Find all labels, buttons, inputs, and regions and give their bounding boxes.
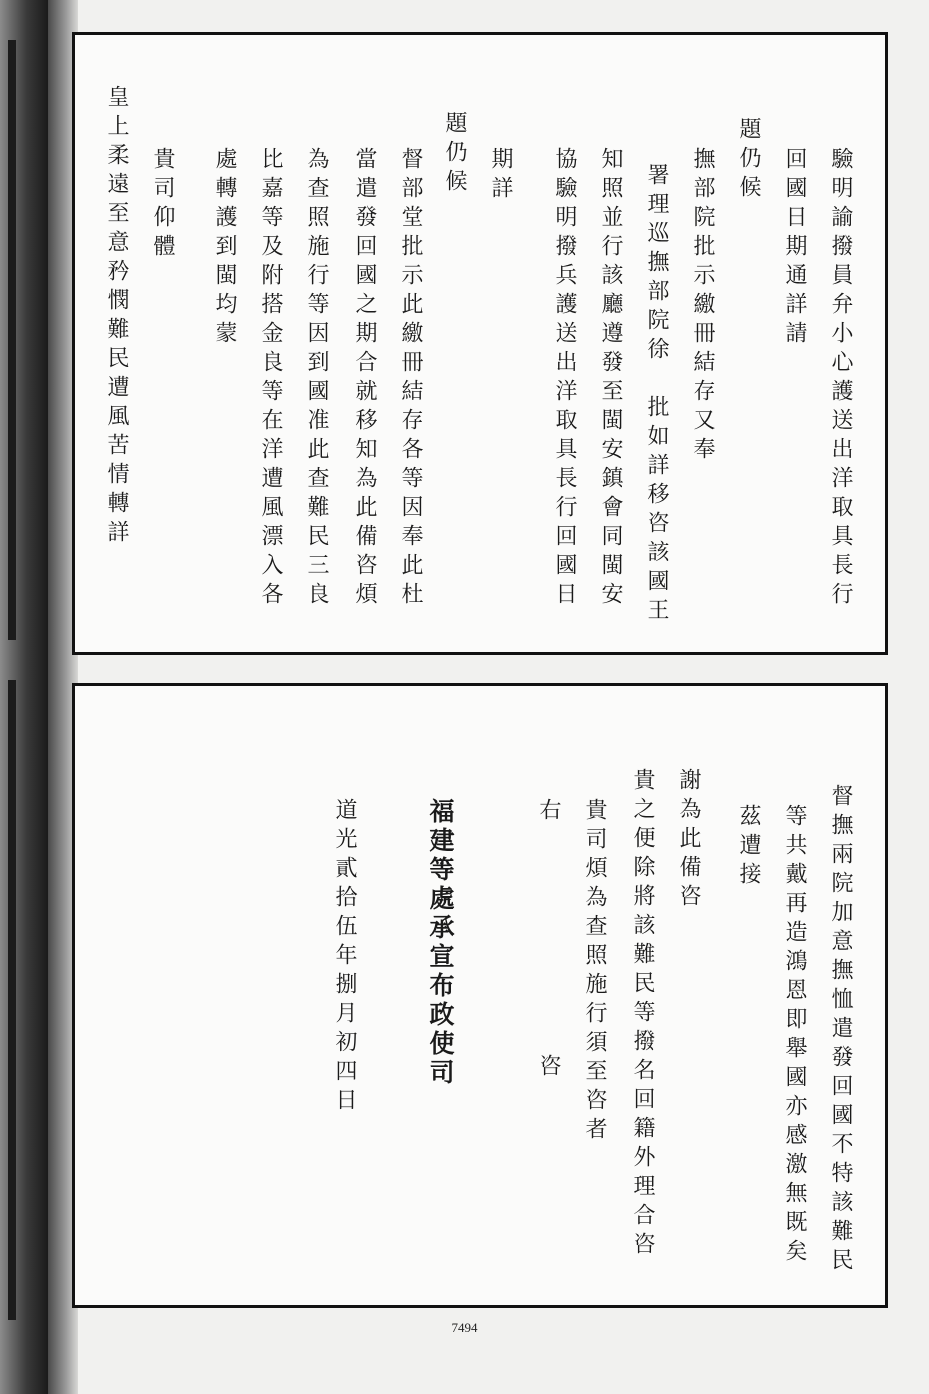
text-column: 貴司仰體	[150, 147, 175, 263]
text-column: 題仍候	[736, 117, 761, 204]
text-column: 題仍候	[442, 111, 467, 198]
text-column: 皇上柔遠至意矜憫難民遭風苦情轉詳	[104, 85, 129, 549]
text-column: 謝為此備咨	[676, 768, 701, 913]
text-column: 處轉護到閩均蒙	[212, 147, 237, 350]
page-number: 7494	[451, 1320, 478, 1335]
text-column: 咨	[536, 1054, 561, 1083]
text-column: 督撫兩院加意撫恤遣發回國不特該難民	[828, 784, 853, 1277]
top-document-panel	[72, 32, 888, 655]
text-column: 督部堂批示此繳冊結存各等因奉此杜	[398, 147, 423, 611]
text-column: 右	[536, 798, 561, 827]
text-column: 知照並行該廳遵發至閩安鎮會同閩安	[598, 147, 623, 611]
facing-page-border-bottom	[8, 680, 16, 1320]
facing-page-border-top	[8, 40, 16, 640]
bottom-document-panel	[72, 683, 888, 1308]
text-column: 驗明諭撥員弁小心護送出洋取具長行	[828, 147, 853, 611]
text-column: 貴司煩為查照施行須至咨者	[582, 798, 607, 1146]
text-column: 等共戴再造鴻恩即舉國亦感激無既矣	[782, 804, 807, 1268]
text-column: 當遣發回國之期合就移知為此備咨煩	[352, 147, 377, 611]
text-column: 署理巡撫部院徐 批如詳移咨該國王	[644, 163, 669, 627]
text-column: 為查照施行等因到國准此查難民三良	[304, 147, 329, 611]
text-column: 期詳	[488, 147, 513, 205]
text-column: 比嘉等及附搭金良等在洋遭風漂入各	[258, 147, 283, 611]
date-column: 道光貳拾伍年捌月初四日	[332, 798, 357, 1117]
text-column: 回國日期通詳請	[782, 147, 807, 350]
text-column: 協驗明撥兵護送出洋取具長行回國日	[552, 147, 577, 611]
addressee-column: 福建等處承宣布政使司	[426, 798, 455, 1088]
text-column: 茲遭接	[736, 804, 761, 891]
text-column: 撫部院批示繳冊結存又奉	[690, 147, 715, 466]
text-column: 貴之便除將該難民等撥名回籍外理合咨	[630, 768, 655, 1261]
